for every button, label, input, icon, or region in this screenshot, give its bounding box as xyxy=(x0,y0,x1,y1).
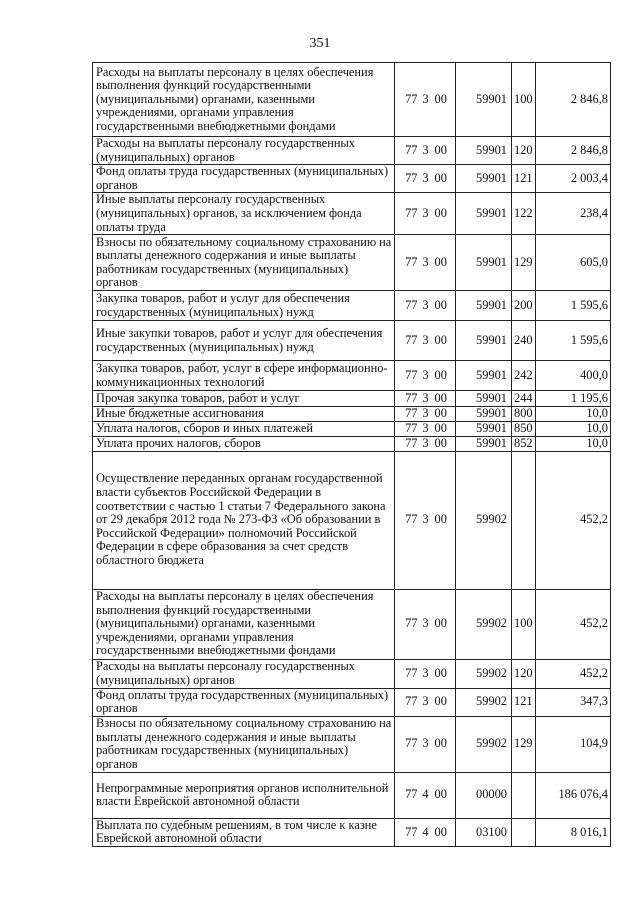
row-subprogram-code: 4 xyxy=(420,818,432,846)
row-program-code: 77 xyxy=(395,391,420,407)
row-direction-code: 00 xyxy=(432,659,456,688)
row-subprogram-code: 3 xyxy=(420,137,432,165)
row-subprogram-code: 3 xyxy=(420,688,432,716)
row-subprogram-code: 3 xyxy=(420,589,432,659)
row-amount: 452,2 xyxy=(536,589,611,659)
row-subprogram-code: 3 xyxy=(420,451,432,589)
row-direction-code: 00 xyxy=(432,235,456,291)
row-direction-code: 00 xyxy=(432,321,456,361)
row-amount: 2 846,8 xyxy=(536,137,611,165)
row-subprogram-code: 3 xyxy=(420,421,432,436)
row-subprogram-code: 3 xyxy=(420,63,432,137)
row-article-code: 00000 xyxy=(456,772,512,818)
row-article-code: 59901 xyxy=(456,436,512,451)
row-amount: 347,3 xyxy=(536,688,611,716)
table-body xyxy=(93,63,611,847)
row-expense-type-code: 129 xyxy=(512,716,536,772)
budget-table xyxy=(92,62,611,847)
row-name-cell: Взносы по обязательному социальному страхованию на выплаты денежного содержания и иные выплаты работникам государственных (муниципальных) органов xyxy=(93,235,395,291)
row-direction-code: 00 xyxy=(432,772,456,818)
row-expense-type-code: 120 xyxy=(512,659,536,688)
row-name-cell: Уплата налогов, сборов и иных платежей xyxy=(93,421,395,436)
row-direction-code: 00 xyxy=(432,407,456,422)
row-name-cell: Расходы на выплаты персоналу в целях обеспечения выполнения функций государственными (муниципальными) органами, казенными учреждениями, органами управления государственными внебюджетными фондами xyxy=(93,63,395,137)
row-expense-type-code: 120 xyxy=(512,137,536,165)
table-row xyxy=(93,63,611,137)
row-direction-code: 00 xyxy=(432,193,456,235)
row-article-code: 59901 xyxy=(456,361,512,391)
row-subprogram-code: 3 xyxy=(420,235,432,291)
row-article-code: 59902 xyxy=(456,716,512,772)
row-direction-code: 00 xyxy=(432,589,456,659)
table-row xyxy=(93,391,611,407)
table-row xyxy=(93,321,611,361)
row-amount: 2 003,4 xyxy=(536,165,611,193)
row-subprogram-code: 3 xyxy=(420,321,432,361)
row-program-code: 77 xyxy=(395,235,420,291)
row-expense-type-code: 242 xyxy=(512,361,536,391)
row-program-code: 77 xyxy=(395,137,420,165)
row-amount: 452,2 xyxy=(536,451,611,589)
row-expense-type-code: 121 xyxy=(512,688,536,716)
row-amount: 452,2 xyxy=(536,659,611,688)
row-program-code: 77 xyxy=(395,451,420,589)
row-direction-code: 00 xyxy=(432,137,456,165)
row-subprogram-code: 3 xyxy=(420,436,432,451)
row-expense-type-code xyxy=(512,772,536,818)
row-name-cell: Осуществление переданных органам государственной власти субъектов Российской Федерации в соответствии с частью 1 статьи 7 Федерального закона от 29 декабря 2012 года № 273-ФЗ «Об образовании в Российской Федерации» полномочий Российской Федерации в сфере образования за счет средств областного бюджета xyxy=(93,451,395,589)
row-program-code: 77 xyxy=(395,193,420,235)
row-expense-type-code xyxy=(512,818,536,846)
row-expense-type-code: 244 xyxy=(512,391,536,407)
row-direction-code: 00 xyxy=(432,361,456,391)
row-subprogram-code: 3 xyxy=(420,193,432,235)
row-program-code: 77 xyxy=(395,361,420,391)
row-subprogram-code: 3 xyxy=(420,361,432,391)
row-direction-code: 00 xyxy=(432,421,456,436)
table-row xyxy=(93,165,611,193)
row-subprogram-code: 3 xyxy=(420,659,432,688)
row-expense-type-code xyxy=(512,451,536,589)
row-subprogram-code: 3 xyxy=(420,391,432,407)
row-direction-code: 00 xyxy=(432,165,456,193)
row-article-code: 59901 xyxy=(456,321,512,361)
row-name-cell: Расходы на выплаты персоналу государственных (муниципальных) органов xyxy=(93,659,395,688)
table-row xyxy=(93,772,611,818)
row-program-code: 77 xyxy=(395,321,420,361)
row-direction-code: 00 xyxy=(432,451,456,589)
row-amount: 2 846,8 xyxy=(536,63,611,137)
row-amount: 1 195,6 xyxy=(536,391,611,407)
row-program-code: 77 xyxy=(395,716,420,772)
row-expense-type-code: 800 xyxy=(512,407,536,422)
row-amount: 238,4 xyxy=(536,193,611,235)
row-name-cell: Закупка товаров, работ и услуг для обеспечения государственных (муниципальных) нужд xyxy=(93,291,395,321)
row-program-code: 77 xyxy=(395,291,420,321)
row-expense-type-code: 200 xyxy=(512,291,536,321)
row-amount: 605,0 xyxy=(536,235,611,291)
row-direction-code: 00 xyxy=(432,291,456,321)
row-article-code: 59901 xyxy=(456,235,512,291)
table-row xyxy=(93,193,611,235)
table-row xyxy=(93,361,611,391)
table-row xyxy=(93,407,611,422)
row-article-code: 59902 xyxy=(456,451,512,589)
row-expense-type-code: 100 xyxy=(512,589,536,659)
row-program-code: 77 xyxy=(395,659,420,688)
row-article-code: 59902 xyxy=(456,589,512,659)
row-subprogram-code: 3 xyxy=(420,716,432,772)
row-article-code: 59902 xyxy=(456,659,512,688)
row-article-code: 03100 xyxy=(456,818,512,846)
row-name-cell: Прочая закупка товаров, работ и услуг xyxy=(93,391,395,407)
row-direction-code: 00 xyxy=(432,436,456,451)
row-article-code: 59901 xyxy=(456,165,512,193)
row-amount: 10,0 xyxy=(536,421,611,436)
row-program-code: 77 xyxy=(395,818,420,846)
row-name-cell: Уплата прочих налогов, сборов xyxy=(93,436,395,451)
row-program-code: 77 xyxy=(395,589,420,659)
row-name-cell: Фонд оплаты труда государственных (муниципальных) органов xyxy=(93,688,395,716)
row-subprogram-code: 3 xyxy=(420,407,432,422)
row-direction-code: 00 xyxy=(432,688,456,716)
row-program-code: 77 xyxy=(395,407,420,422)
table-row xyxy=(93,659,611,688)
row-amount: 1 595,6 xyxy=(536,291,611,321)
row-article-code: 59901 xyxy=(456,63,512,137)
row-name-cell: Фонд оплаты труда государственных (муниципальных) органов xyxy=(93,165,395,193)
row-article-code: 59901 xyxy=(456,193,512,235)
row-program-code: 77 xyxy=(395,421,420,436)
row-expense-type-code: 850 xyxy=(512,421,536,436)
row-expense-type-code: 240 xyxy=(512,321,536,361)
row-direction-code: 00 xyxy=(432,818,456,846)
row-name-cell: Расходы на выплаты персоналу в целях обеспечения выполнения функций государственными (муниципальными) органами, казенными учреждениями, органами управления государственными внебюджетными фондами xyxy=(93,589,395,659)
row-direction-code: 00 xyxy=(432,391,456,407)
row-expense-type-code: 129 xyxy=(512,235,536,291)
row-expense-type-code: 121 xyxy=(512,165,536,193)
row-name-cell: Иные выплаты персоналу государственных (муниципальных) органов, за исключением фонда оплаты труда xyxy=(93,193,395,235)
row-direction-code: 00 xyxy=(432,716,456,772)
row-subprogram-code: 3 xyxy=(420,165,432,193)
row-expense-type-code: 100 xyxy=(512,63,536,137)
table-row xyxy=(93,688,611,716)
row-amount: 10,0 xyxy=(536,436,611,451)
row-amount: 104,9 xyxy=(536,716,611,772)
row-article-code: 59902 xyxy=(456,688,512,716)
table-row xyxy=(93,451,611,589)
page-number: 351 xyxy=(309,36,331,51)
row-amount: 400,0 xyxy=(536,361,611,391)
table-row xyxy=(93,137,611,165)
table-row xyxy=(93,436,611,451)
row-name-cell: Иные бюджетные ассигнования xyxy=(93,407,395,422)
row-program-code: 77 xyxy=(395,436,420,451)
row-name-cell: Непрограммные мероприятия органов исполнительной власти Еврейской автономной области xyxy=(93,772,395,818)
table-row xyxy=(93,421,611,436)
row-name-cell: Иные закупки товаров, работ и услуг для обеспечения государственных (муниципальных) нужд xyxy=(93,321,395,361)
row-expense-type-code: 852 xyxy=(512,436,536,451)
row-subprogram-code: 3 xyxy=(420,291,432,321)
row-amount: 10,0 xyxy=(536,407,611,422)
row-subprogram-code: 4 xyxy=(420,772,432,818)
row-article-code: 59901 xyxy=(456,421,512,436)
row-amount: 8 016,1 xyxy=(536,818,611,846)
row-program-code: 77 xyxy=(395,772,420,818)
row-direction-code: 00 xyxy=(432,63,456,137)
row-expense-type-code: 122 xyxy=(512,193,536,235)
row-article-code: 59901 xyxy=(456,137,512,165)
row-amount: 1 595,6 xyxy=(536,321,611,361)
row-name-cell: Закупка товаров, работ, услуг в сфере информационно-коммуникационных технологий xyxy=(93,361,395,391)
row-article-code: 59901 xyxy=(456,407,512,422)
table-row xyxy=(93,716,611,772)
row-name-cell: Расходы на выплаты персоналу государственных (муниципальных) органов xyxy=(93,137,395,165)
row-article-code: 59901 xyxy=(456,391,512,407)
row-program-code: 77 xyxy=(395,165,420,193)
table-row xyxy=(93,818,611,846)
row-article-code: 59901 xyxy=(456,291,512,321)
row-amount: 186 076,4 xyxy=(536,772,611,818)
table-row xyxy=(93,291,611,321)
row-program-code: 77 xyxy=(395,688,420,716)
row-name-cell: Выплата по судебным решениям, в том числе к казне Еврейской автономной области xyxy=(93,818,395,846)
table-row xyxy=(93,235,611,291)
row-name-cell: Взносы по обязательному социальному страхованию на выплаты денежного содержания и иные выплаты работникам государственных (муниципальных) органов xyxy=(93,716,395,772)
row-program-code: 77 xyxy=(395,63,420,137)
table-row xyxy=(93,589,611,659)
